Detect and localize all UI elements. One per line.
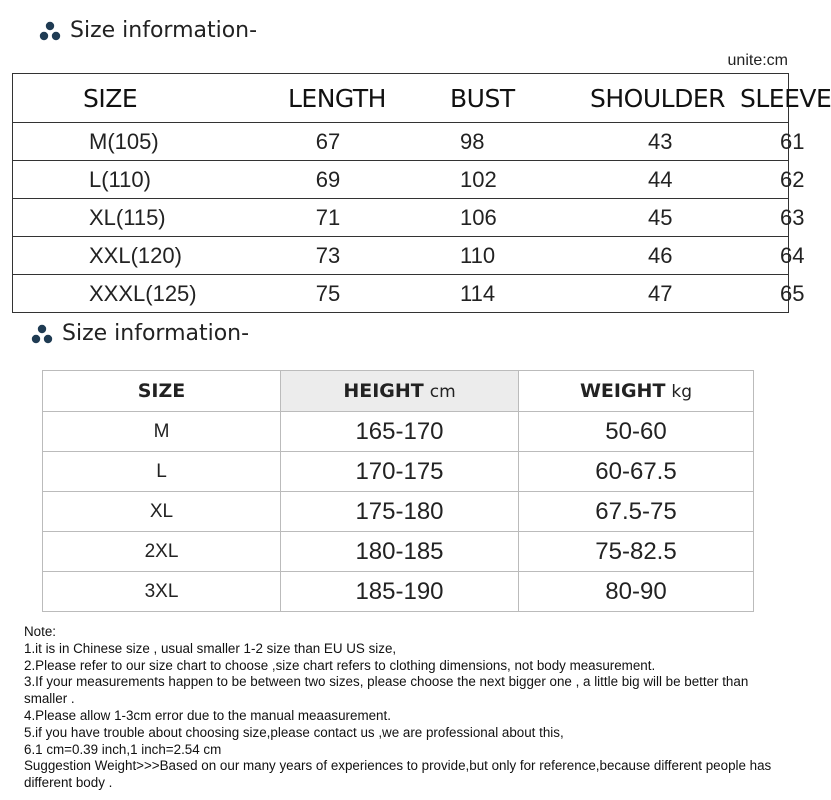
cell-bust: 110 [428,237,590,275]
table-row [43,532,754,572]
note-line: 5.if you have trouble about choosing size,please contact us ,we are professional about this, [24,724,564,740]
note-line: 4.Please allow 1-3cm error due to the manual meaasurement. [24,707,391,723]
table-row [13,123,789,161]
table-row [43,572,754,612]
cell-height: 180-185 [281,532,519,572]
cell-weight: 67.5-75 [519,492,754,532]
header-sleeve: SLEEVE [740,74,789,123]
header-height [281,371,519,412]
note-heading: Note: [24,624,57,639]
cell-size: XXL(120) [13,237,229,275]
section-title-size-info [38,18,257,43]
table-header-row [43,371,754,412]
note-line: 3.If your measurements happen to be between two sizes, please choose the next bigger one , a little big will be better than smaller . [24,674,749,707]
cell-height: 165-170 [281,412,519,452]
cell-shoulder: 46 [590,237,740,275]
cell-size: M [43,412,281,452]
cell-bust: 114 [428,275,590,313]
section-title-text: Size information- [62,321,250,346]
cell-shoulder: 47 [590,275,740,313]
cell-shoulder: 43 [590,123,740,161]
cell-bust: 98 [428,123,590,161]
cell-size: XL(115) [13,199,229,237]
cell-shoulder: 44 [590,161,740,199]
cell-size: 2XL [43,532,281,572]
cell-length: 71 [228,199,428,237]
cell-length: 67 [228,123,428,161]
height-weight-table [42,370,754,612]
cell-sleeve: 62 [740,161,789,199]
cell-sleeve: 65 [740,275,789,313]
trefoil-icon [30,323,54,345]
note-line: Suggestion Weight>>>Based on our many years of experiences to provide,but only for reference,because different people has different body . [24,758,772,791]
header-weight-label: WEIGHT [579,380,666,402]
header-weight-unit: kg [671,382,693,402]
table-row [13,237,789,275]
header-bust: BUST [428,74,590,123]
header-height-unit: cm [429,382,456,402]
section-title-text: Size information- [70,18,258,43]
cell-sleeve: 63 [740,199,789,237]
table-row [13,161,789,199]
cell-height: 175-180 [281,492,519,532]
unit-note: unite:cm [727,52,788,69]
note-line: 1.it is in Chinese size , usual smaller 1-2 size than EU US size, [24,640,397,656]
cell-weight: 75-82.5 [519,532,754,572]
header-weight [519,371,754,412]
size-notes [24,624,794,792]
cell-height: 170-175 [281,452,519,492]
table-row [13,275,789,313]
trefoil-icon [38,20,62,42]
table-header-row [13,74,789,123]
cell-size: M(105) [13,123,229,161]
cell-weight: 80-90 [519,572,754,612]
cell-size: XL [43,492,281,532]
cell-weight: 60-67.5 [519,452,754,492]
cell-bust: 106 [428,199,590,237]
cell-length: 69 [228,161,428,199]
cell-length: 73 [228,237,428,275]
header-height-label: HEIGHT [343,380,424,402]
cell-length: 75 [228,275,428,313]
cell-height: 185-190 [281,572,519,612]
garment-size-table [12,73,831,313]
cell-sleeve: 64 [740,237,789,275]
header-length: LENGTH [228,74,428,123]
cell-bust: 102 [428,161,590,199]
header-shoulder: SHOULDER [590,74,740,123]
cell-weight: 50-60 [519,412,754,452]
section-title-size-info [30,321,249,346]
cell-sleeve: 61 [740,123,789,161]
header-size: SIZE [43,371,281,412]
note-line: 2.Please refer to our size chart to choose ,size chart refers to clothing dimensions, not body measurement. [24,657,656,673]
cell-size: L(110) [13,161,229,199]
table-row [13,199,789,237]
table-row [43,452,754,492]
cell-size: L [43,452,281,492]
table-row [43,412,754,452]
cell-size: 3XL [43,572,281,612]
cell-size: XXXL(125) [13,275,229,313]
cell-shoulder: 45 [590,199,740,237]
header-size: SIZE [13,74,229,123]
table-row [43,492,754,532]
note-line: 6.1 cm=0.39 inch,1 inch=2.54 cm [24,741,222,757]
